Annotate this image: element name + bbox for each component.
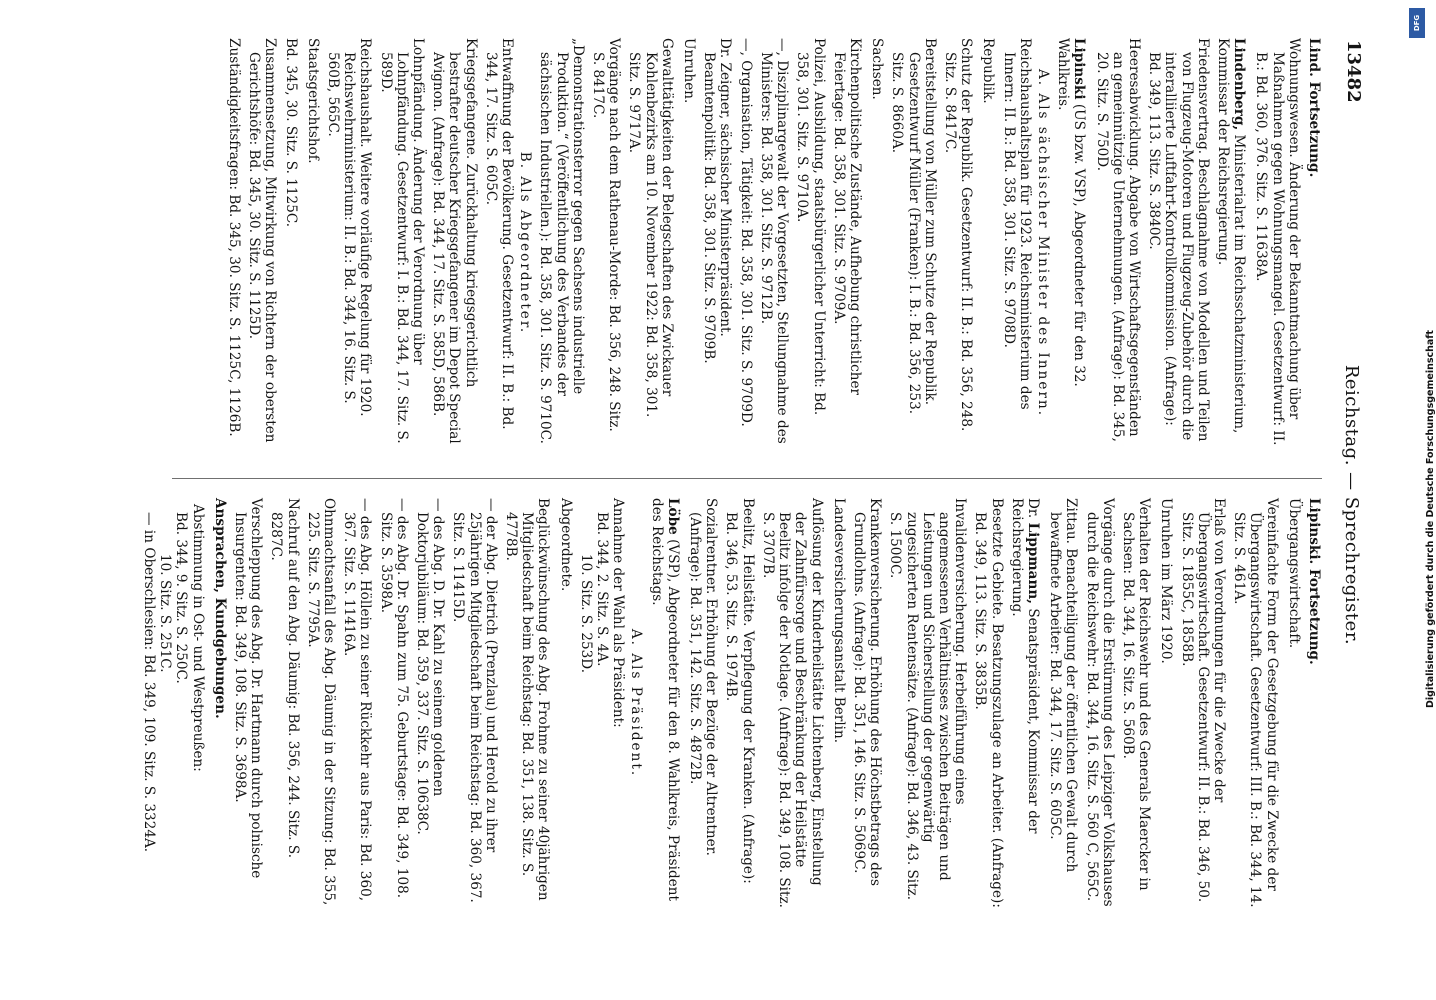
entry-intro: Lind. Fortsetzung.: [1306, 38, 1322, 178]
entry-text: Kriegsgefangene. Zurückhaltung kriegsgerichtlich bestrafter deutscher Kriegsgefangener im Depot Special Avignon. (Anfrage): Bd. 344, 17. Sitz. S. 585D, 586B.: [430, 38, 479, 444]
entry-sub: [430, 38, 479, 448]
entry-lipinski: [1055, 38, 1087, 448]
entry-text: Lohnpfändung. Änderung der Verordnung über Lohnpfändung. Gesetzentwurf: I. B.: Bd. 344, 17. Sitz. S. 589D.: [377, 38, 427, 444]
entry-sub: [377, 38, 427, 448]
entry-sub: [972, 498, 1005, 908]
entry-sub: [1000, 38, 1033, 448]
entry-text: — des Abg. Höllein zu seiner Rückkehr aus Paris: Bd. 360, 367. Sitz. S. 11416A.: [341, 498, 374, 902]
entry-sub: [503, 498, 552, 908]
entry-line: Bd. 344, 2. Sitz. S. 4A.: [594, 512, 611, 667]
entry-name: Lippmann,: [1024, 522, 1041, 604]
entry-text: Auflösung der Kinderheilstätte Lichtenberg, Einstellung der Zahnfürsorge und Beschränkung der Heilstätte Beelitz infolge der Notlage. (Anfrage): Bd. 349, 108. Sitz. S. 3707B.: [759, 498, 825, 908]
entry-sub: [941, 38, 975, 448]
entry-name: Lipinski: [1071, 38, 1088, 100]
entry-text: Polizei, Ausbildung, staatsbürgerlicher Unterricht: Bd. 358, 301. Sitz. S. 9710A.: [794, 38, 827, 416]
entry-text: Gewalttätigkeiten der Belegschaften des Zwickauer Kohlenbezirks am 10. November 1922: Bd. 358, 301. Sitz. S. 9717A.: [626, 38, 675, 418]
entry-sub: [1119, 498, 1153, 908]
entry-text: Zittau. Benachteiligung der öffentlichen Gewalt durch bewaffnete Arbeiter: Bd. 344, 17. Sitz. S. 605C.: [1047, 498, 1080, 873]
entry-sub: [1231, 498, 1280, 908]
entry-sub: [1083, 498, 1116, 908]
subject-heading: Staatsgerichtshof.: [304, 38, 321, 164]
entry-text: Besetzte Gebiete. Besatzungszulage an Arbeiter. (Anfrage): Bd. 349, 113. Sitz. S. 3835B.: [972, 498, 1005, 908]
entry-sub: [1146, 38, 1211, 448]
entry-sub: [723, 498, 756, 908]
entry-sub: [268, 498, 301, 908]
entry-text: Friedensvertrag. Beschlagnahme von Modellen und Teilen von Flugzeug-Motoren und Flugzeug-Zubehör durch die interalliierte Luftfahrt-Kontrollkommission. (Anfrage): Bd. 349, 113. Sitz. S. 3840C.: [1146, 38, 1211, 442]
subject-heading: Unruhen im März 1920.: [1158, 498, 1175, 664]
subject-heading: Ansprachen, Kundgebungen.: [211, 498, 228, 719]
entry-text: Beelitz, Heilstätte. Verpflegung der Kranken. (Anfrage): Bd. 346, 53. Sitz. S. 1974B.: [723, 498, 756, 884]
entry-text: Krankenversicherung. Erhöhung des Höchstbetrags des Grundlohns. (Anfrage): Bd. 351, 146. Sitz. S. 5069C.: [850, 498, 884, 886]
dfg-logo-text: DFG: [1413, 14, 1421, 32]
entry-sub: [794, 38, 827, 448]
entry-text: Invalidenversicherung. Herbeiführung eines angemessenen Verhältnisses zwischen Beiträgen und Leistungen und Sicherstellung der gegenwärtig zugesicherten Rentensätze. (Anfrage): Bd. 346, 43. Sitz. S. 1500C.: [887, 498, 969, 901]
entry-prefix: Dr.: [1024, 498, 1041, 519]
entry-line: 10. Sitz. S. 253D.: [577, 554, 594, 674]
entry-text: Verhalten der Reichswehr und des Generals Maercker in Sachsen: Bd. 344, 16. Sitz. S. 560B.: [1119, 498, 1153, 891]
entry-sub: [1253, 38, 1302, 448]
entry-sub: [1093, 38, 1142, 448]
entry-sub: [377, 498, 410, 908]
entry-sub: [414, 498, 447, 908]
entry-line: Abstimmung in Ost- und Westpreußen:: [189, 504, 206, 772]
entry-text: Entwaffnung der Bevölkerung. Gesetzentwurf: II. B.: Bd. 344, 17. Sitz. S. 605C.: [482, 38, 516, 430]
entry-text: Nachruf auf den Abg. Däumig: Bd. 356, 244. Sitz. S. 8287C.: [268, 498, 301, 859]
entry-name: Lindenberg,: [1231, 38, 1248, 131]
entry-sub: [1047, 498, 1080, 908]
subject-heading: Abgeordnete.: [557, 498, 574, 592]
entry-text: Erlaß von Verordnungen für die Zwecke der Übergangswirtschaft. Gesetzentwurf: II. B.: Bd. 346, 50. Sitz. S. 1855C, 1858B.: [1178, 498, 1227, 903]
entry-text: Ohnmachtsanfall des Abg. Däumig in der Sitzung: Bd. 355, 225. Sitz. S. 7795A.: [304, 498, 338, 906]
entry-sub: [701, 38, 734, 448]
entry-name: Löbe: [664, 498, 681, 535]
entry-text: Schutz der Republik. Gesetzentwurf: II. B.: Bd. 356, 248. Sitz. S. 8417C.: [941, 38, 975, 432]
digitization-sidebar: [1405, 8, 1436, 998]
entry-description: (VSP), Abgeordneter für den 8. Wahlkreis, Präsident des Reichstags.: [648, 498, 681, 901]
entry-line: Annahme der Wahl als Präsident:: [610, 498, 627, 728]
entry-loebe: [648, 498, 680, 908]
entry-text: Zusammensetzung, Mitwirkung von Richtern der obersten Gerichtshöfe: Bd. 345, 30. Sitz. S. 1125D.: [246, 38, 279, 443]
entry-sub: [537, 38, 586, 448]
column-divider: [172, 478, 1322, 479]
page-number: 13482: [1343, 40, 1364, 103]
entry-text: Zuständigkeitsfragen: Bd. 345, 30. Sitz. S. 1125C, 1126B.: [226, 38, 243, 437]
entry-sub: [232, 498, 265, 908]
entry-text: — des Abg. D. Dr. Kahl zu seinem goldenen Doktorjubiläum: Bd. 359, 337. Sitz. S. 10638C.: [414, 498, 447, 835]
entry-sub: [304, 498, 338, 908]
entry-description: Ministerialrat im Reichsschatzministerium, Kommissar der Reichsregierung.: [1214, 38, 1248, 434]
subject-heading: Übergangswirtschaft.: [1285, 498, 1302, 649]
entry-sub: [889, 38, 938, 448]
entry-line: Bd. 344, 9. Sitz. S. 250C.: [173, 512, 190, 684]
entry-text: Dr. Zeigner, sächsischer Ministerpräsident. Beamtenpolitik: Bd. 358, 301. Sitz. S. 9709B.: [701, 38, 734, 364]
entry-sub: [1178, 498, 1227, 908]
document-page: [54, 0, 1394, 1000]
entry-sub: [757, 38, 791, 448]
entry-text: Sozialrentner. Erhöhung der Bezüge der Altrentner. (Anfrage): Bd. 351, 142. Sitz. S. 4872B.: [687, 498, 720, 856]
entry-sub: [282, 38, 299, 448]
entry-description: Senatspräsident, Kommissar der Reichsregierung.: [1008, 498, 1041, 834]
entry-description: (US bzw. VSP), Abgeordneter für den 32. Wahlkreis.: [1055, 38, 1088, 387]
entry-lindenberg: [1215, 38, 1247, 448]
running-head: Reichstag. — Sprechregister.: [1341, 364, 1362, 646]
entry-text: Vorgänge durch die Erstürmung des Leipziger Volkshauses durch die Reichswehr: Bd. 344, 16. Sitz. S. 560 C, 565C.: [1083, 498, 1116, 907]
entry-text: — der Abg. Dietrich (Prenzlau) und Herold zu ihrer 25jährigen Mitgliedschaft beim Reichstag: Bd. 360, 367. Sitz. S. 11415D.: [450, 498, 499, 903]
entry-text: —, Organisation, Tätigkeit: Bd. 358, 301. Sitz. S. 9709D.: [737, 38, 754, 427]
entry-text: Heeresabwicklung. Abgabe von Wirtschaftsgegenständen an gemeinnützige Unternehmungen. (Anfrage): Bd. 345, 20. Sitz. S. 750D.: [1093, 38, 1142, 442]
entry-text: Beglückwünschung des Abg. Frohme zu seiner 40jährigen Mitgliedschaft beim Reichstag: Bd. 351, 138. Sitz. S. 4778B.: [503, 498, 552, 901]
entry-lippmann: [1009, 498, 1041, 908]
entry-sub: [687, 498, 720, 908]
entry-text: Reichshaushaltsplan für 1923. Reichsministerium des Innern: II. B.: Bd. 358, 301. Sitz. S. 9708D.: [1000, 38, 1033, 410]
entry-intro: Lipinski. Fortsetzung.: [1306, 498, 1322, 665]
entry-text: „Demonstrationsterror gegen Sachsens industrielle Produktion.“ (Veröffentlichung des Verbandes der sächsischen Industriellen.): Bd. 358, 301. Sitz. S. 9710C.: [537, 38, 586, 444]
section-heading: A. Als Präsident.: [628, 628, 645, 778]
subject-heading: Unruhen.: [681, 38, 698, 104]
digitization-credit: Digitalisierung gefördert durch die Deutsche Forschungsgemeinschaft: [1425, 330, 1436, 708]
entry-text: Bereitstellung von Müller zum Schutze der Republik. Gesetzentwurf Müller (Franken): I. B.: Bd. 356, 253. Sitz. S. 8660A.: [889, 38, 938, 415]
entry-sub: [482, 38, 516, 448]
entry-text: Verschleppung des Abg. Dr. Hartmann durch polnische Insurgenten: Bd. 349, 108. Sitz. S. 3698A.: [232, 498, 265, 879]
entry-sub: [341, 498, 374, 908]
entry-text: Kirchenpolitische Zustände, Aufhebung christlicher Feiertage: Bd. 358, 301. Sitz. S. 9709A.: [830, 38, 863, 396]
right-column: [141, 498, 1322, 908]
subject-heading: Republik.: [980, 38, 997, 104]
entry-line: 10. Sitz. S. 251C.: [157, 554, 174, 673]
entry-sub: [325, 38, 374, 448]
subject-heading: Landesversicherungsanstalt Berlin.: [830, 498, 847, 744]
entry-sub: [887, 498, 969, 908]
entry-sub: [830, 38, 863, 448]
entry-line: — in Oberschlesien: Bd. 349, 109. Sitz. S. 3324A.: [141, 512, 157, 853]
page-header: [1334, 40, 1364, 970]
entry-text: — des Abg. Dr. Spahn zum 75. Geburtstage: Bd. 349, 108. Sitz. S. 3598A.: [377, 498, 410, 899]
entry-sub: [590, 38, 623, 448]
entry-sub: [246, 38, 279, 448]
subject-heading: Sachsen.: [869, 38, 886, 100]
entry-sub: [759, 498, 825, 908]
entry-text: Reichshaushalt. Weitere vorläufige Regelung für 1920. Reichswehrministerium: II. B.: Bd. 344, 16. Sitz. S. 560B, 565C.: [325, 38, 374, 417]
entry-sub: [226, 38, 243, 448]
entry-sub: [737, 38, 754, 448]
entry-text: Vereinfachte Form der Gesetzgebung für die Zwecke der Übergangswirtschaft. Gesetzentwurf: III. B.: Bd. 344, 14. Sitz. S. 461A.: [1231, 498, 1280, 908]
entry-text: —, Disziplinargewalt der Vorgesetzten, Stellungnahme des Ministers: Bd. 358, 301. Sitz. S. 9712B.: [757, 38, 791, 444]
entry-sub: [626, 38, 675, 448]
entry-text: Vorgänge nach dem Rathenau-Morde: Bd. 356, 248. Sitz. S. 8417C.: [590, 38, 623, 432]
left-column: [222, 38, 1322, 448]
entry-text: Wohnungswesen. Änderung der Bekanntmachung über Maßnahmen gegen Wohnungsmangel. Gesetzentwurf: II. B.: Bd. 360, 376. Sitz. S. 11638A.: [1253, 38, 1302, 446]
section-heading: A. Als sächsischer Minister des Innern.: [1034, 68, 1051, 418]
section-heading: B. Als Abgeordneter.: [517, 151, 534, 335]
entry-sub: [850, 498, 884, 908]
entry-text: Bd. 345, 30. Sitz. S. 1125C.: [282, 38, 299, 228]
entry-sub: [450, 498, 499, 908]
dfg-logo: [1409, 8, 1425, 38]
